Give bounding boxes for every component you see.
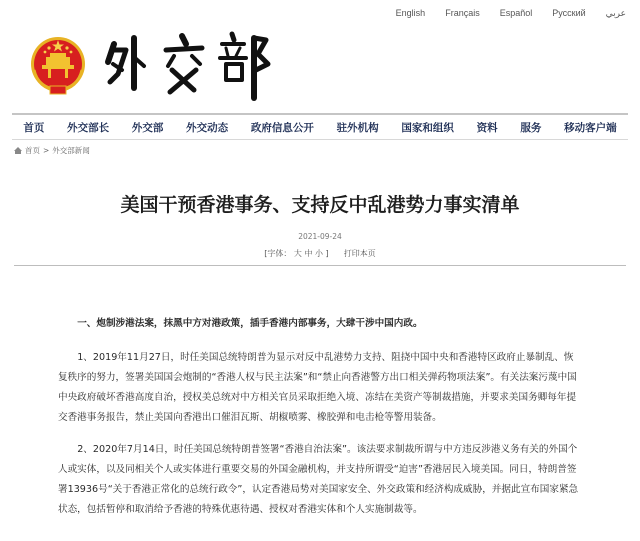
- lang-french-link[interactable]: Français: [445, 8, 480, 18]
- home-icon: [14, 147, 22, 154]
- breadcrumb: [14, 145, 90, 156]
- nav-item-resources[interactable]: 资料: [476, 121, 498, 134]
- nav-item-missions[interactable]: 驻外机构: [336, 121, 379, 134]
- font-size-label-close: ]: [325, 249, 329, 258]
- lang-arabic-link[interactable]: عربي: [605, 8, 626, 18]
- article-paragraph-1: 1、2019年11月27日，时任美国总统特朗普为显示对反中乱港势力支持、阻挠中国中央和香港特区政府止暴制乱、恢复秩序的努力，签署美国国会炮制的“香港人权与民主法案”和“禁止向香港警方出口相关弹药物项法案”。有关法案污蔑中国中央政府破坏香港高度自治，授权美总统对中方相关官员采取拒绝入境、冻结在美资产等制裁措施，并要求美国务卿每年提交香港事务报告，禁止美国向香港出口催泪瓦斯、胡椒喷雾、橡胶弹和电击枪等警用装备。: [58, 352, 577, 423]
- breadcrumb-current-link[interactable]: 外交部新闻: [52, 146, 90, 155]
- nav-item-gov-info[interactable]: 政府信息公开: [250, 121, 314, 134]
- lang-spanish-link[interactable]: Español: [499, 8, 533, 18]
- article-section-heading: 一、炮制涉港法案，抹黑中方对港政策，插手香港内部事务，大肆干涉中国内政。: [77, 318, 423, 329]
- nav-item-countries[interactable]: 国家和组织: [401, 121, 454, 134]
- lang-russian-link[interactable]: Русский: [552, 8, 586, 18]
- breadcrumb-home-link[interactable]: 首页: [25, 146, 40, 155]
- article-paragraph-2: 2、2020年7月14日，时任美国总统特朗普签署“香港自治法案”。该法要求制裁所谓与中方违反涉港义务有关的外国个人或实体，以及同相关个人或实体进行重要交易的外国金融机构，并支持所谓受“迫害”香港居民入境美国。同日，特朗普签署13936号“关于香港正常化的总统行政令”，认定香港局势对美国家安全、外交政策和经济构成威胁，并据此宣布国家紧急状态，包括暂停和取消给予香港的特殊优惠待遇、授权对香港实体和个人实施制裁等。: [58, 444, 579, 515]
- article-divider: [14, 265, 626, 266]
- nav-bottom-border: [12, 139, 628, 140]
- national-emblem-icon[interactable]: [28, 34, 88, 96]
- font-medium-button[interactable]: 中: [304, 249, 313, 258]
- article-title: 美国干预香港事务、支持反中乱港势力事实清单: [120, 194, 520, 216]
- lang-english-link[interactable]: English: [395, 8, 426, 18]
- nav-item-minister[interactable]: 外交部长: [67, 121, 110, 134]
- font-small-button[interactable]: 小: [315, 249, 323, 258]
- article-date: 2021-09-24: [298, 232, 342, 241]
- nav-top-border: [12, 113, 628, 115]
- main-nav: [12, 116, 628, 138]
- font-large-button[interactable]: 大: [293, 249, 302, 258]
- nav-item-services[interactable]: 服务: [520, 121, 542, 134]
- nav-item-mobile-app[interactable]: 移动客户端: [564, 121, 617, 134]
- print-page-button[interactable]: 打印本页: [343, 249, 376, 258]
- nav-item-diplomatic-news[interactable]: 外交动态: [186, 121, 229, 134]
- language-links: [376, 8, 626, 19]
- nav-item-home[interactable]: 首页: [23, 121, 45, 134]
- breadcrumb-separator: >: [43, 146, 50, 155]
- article-tools: [0, 248, 640, 259]
- nav-item-ministry[interactable]: 外交部: [131, 121, 164, 134]
- site-logo-wordmark[interactable]: [104, 30, 274, 102]
- font-size-label: [字体：: [264, 249, 292, 258]
